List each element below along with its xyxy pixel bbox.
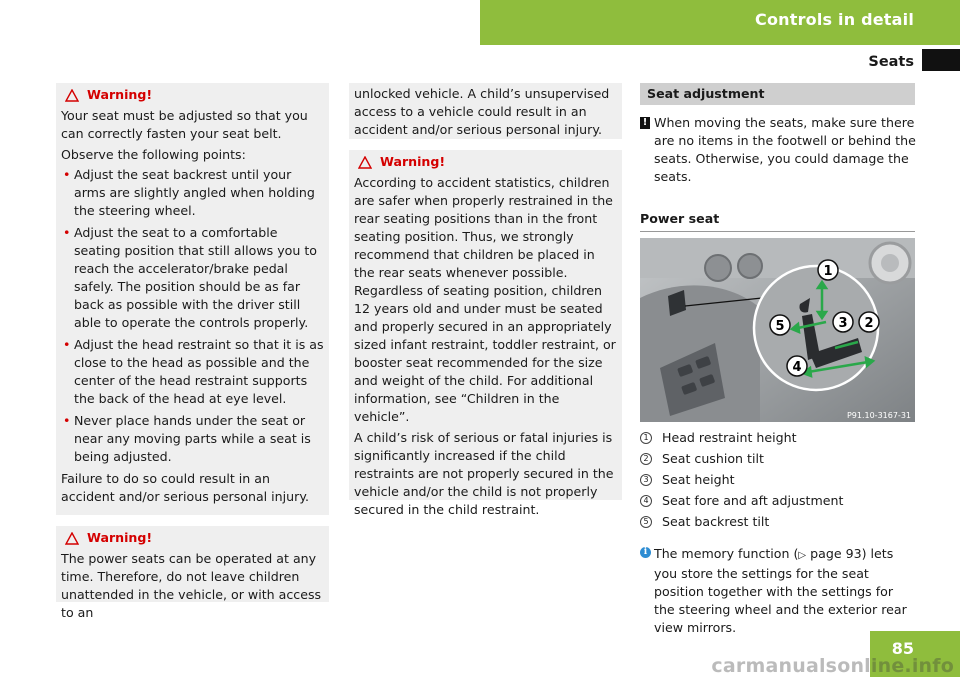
- power-seat-heading: Power seat: [640, 210, 915, 232]
- section-name: Seats: [868, 54, 914, 70]
- legend-item: 3 Seat height: [640, 469, 916, 490]
- info-paragraph: i The memory function (▷ page 93) lets you store the settings for the seat position together with the settings for the steering wheel and the exterior rear view mirrors.: [640, 545, 916, 637]
- bullet-item: • Never place hands under the seat or near any moving parts while a seat is being adjusted.: [61, 412, 324, 466]
- warning-text: The power seats can be operated at any time. Therefore, do not leave children unattended in the vehicle, or with access to an: [61, 551, 322, 620]
- legend-item: 1 Head restraint height: [640, 427, 916, 448]
- warning-box-2: [56, 526, 329, 620]
- section-tab: [922, 49, 960, 71]
- warning-text: A child’s risk of serious or fatal injuries is significantly increased if the child restraints are not properly secured in the vehicle and/or the child is not properly secured in the child restraint.: [354, 430, 614, 517]
- warning-heading: Warning!: [65, 529, 324, 547]
- warning-heading: Warning!: [358, 153, 617, 171]
- seat-adjustment-heading: Seat adjustment: [640, 83, 915, 105]
- watermark: carmanualsonline.info: [711, 655, 954, 677]
- warning-text: unlocked vehicle. A child’s unsupervised access to a vehicle could result in an accident and/or serious personal injury.: [354, 86, 610, 137]
- warning-box-1: [56, 83, 329, 515]
- warning-bullet-list: [61, 166, 324, 466]
- bullet-item: • Adjust the seat to a comfortable seating position that still allows you to reach the accelerator/brake pedal safely. The position should be as far back as possible with the driver still able to operate the controls properly.: [61, 224, 324, 332]
- warning-text: Failure to do so could result in an accident and/or serious personal injury.: [61, 471, 309, 504]
- exclamation-icon: !: [640, 117, 650, 129]
- warning-heading: Warning!: [65, 86, 324, 104]
- bullet-item: • Adjust the seat backrest until your arms are slightly angled when holding the steering wheel.: [61, 166, 324, 220]
- photo-code: P91.10-3167-31: [846, 411, 911, 420]
- warning-continuation: [349, 83, 622, 139]
- warning-text: According to accident statistics, children are safer when properly restrained in the rear seating positions than in the front seating position. Thus, we strongly recommend that children be placed in the rear seats whenever possible. Regardless of seating position, children 12 years old and under must be seated and properly secured in an appropriately sized infant restraint, toddler restraint, or booster seat recommended for the size and weight of the child. For additional information, see “Children in the vehicle”.: [354, 175, 616, 424]
- seat-function-legend: [640, 427, 916, 532]
- notice-paragraph: ! When moving the seats, make sure there are no items in the footwell or behind the seats. Otherwise, you could damage the seats.: [640, 114, 916, 186]
- legend-item: 2 Seat cushion tilt: [640, 448, 916, 469]
- seat-controls-illustration: [640, 238, 915, 422]
- page-reference-link[interactable]: page 93: [810, 546, 862, 561]
- page-number: 85: [891, 639, 914, 658]
- warning-triangle-icon: [358, 156, 372, 169]
- legend-item: 5 Seat backrest tilt: [640, 511, 916, 532]
- callout-2: 2: [864, 316, 874, 331]
- warning-triangle-icon: [65, 532, 79, 545]
- header-title: Controls in detail: [755, 10, 914, 29]
- callout-1: 1: [823, 264, 833, 279]
- warning-text: Observe the following points:: [61, 147, 246, 162]
- seat-controls-photo: [640, 238, 915, 422]
- bullet-item: • Adjust the head restraint so that it is as close to the head as possible and the center of the head restraint supports the back of the head at eye level.: [61, 336, 324, 408]
- callout-3: 3: [838, 316, 848, 331]
- warning-triangle-icon: [65, 89, 79, 102]
- page-reference-arrow-icon: ▷: [798, 550, 807, 561]
- info-icon: i: [640, 547, 651, 558]
- callout-4: 4: [792, 360, 802, 375]
- callout-5: 5: [775, 319, 785, 334]
- legend-item: 4 Seat fore and aft adjustment: [640, 490, 916, 511]
- warning-text: Your seat must be adjusted so that you can correctly fasten your seat belt.: [61, 108, 308, 141]
- warning-box-3: [349, 150, 622, 517]
